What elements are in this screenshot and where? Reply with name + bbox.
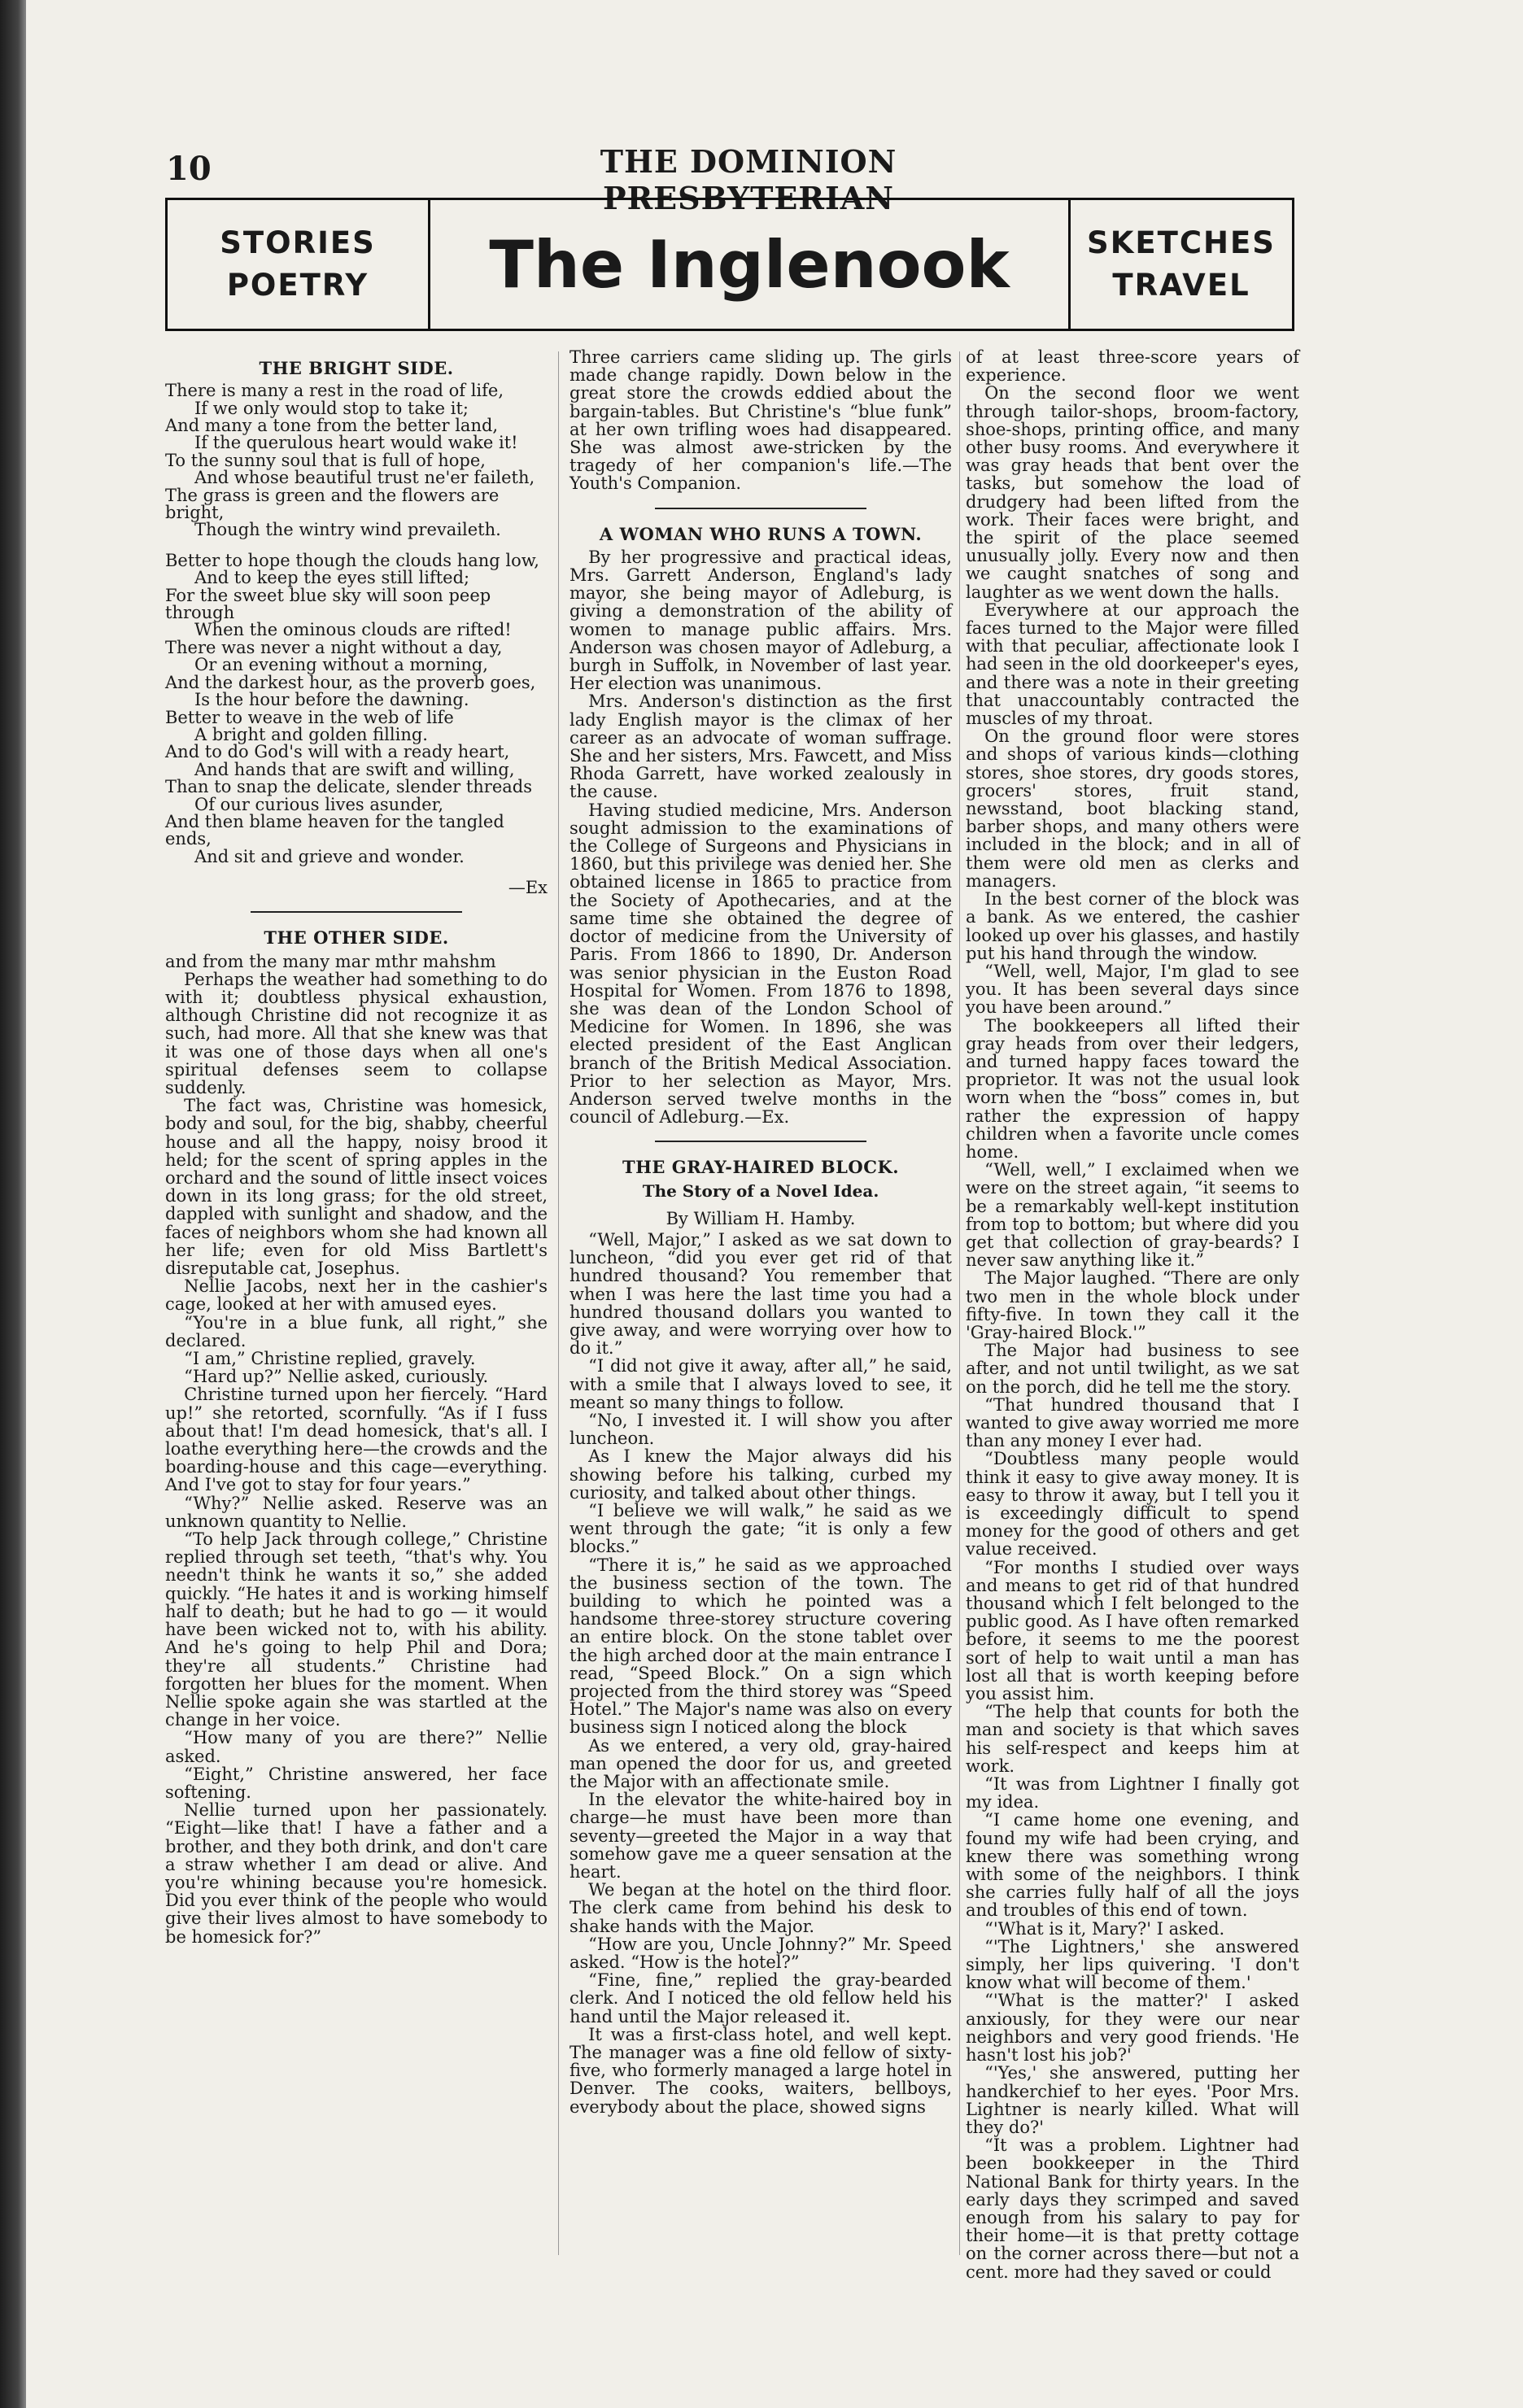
poem-line: Better to weave in the web of life	[165, 707, 454, 727]
paragraph: “'What is the matter?' I asked anxiously, for they were our near neighbors and very good friends. 'He hasn't lost his job?'	[966, 1991, 1299, 2066]
poem-bright-side	[165, 382, 548, 866]
paragraph: “I believe we will walk,” he said as we went through the gate; “it is only a few blocks.”	[569, 1500, 952, 1557]
column-3	[966, 347, 1299, 2282]
masthead	[165, 198, 1294, 331]
poem-line: And the darkest hour, as the proverb goes,	[165, 672, 536, 692]
paragraph: and from the many mar mthr mahshm	[165, 951, 496, 971]
paragraph: Christine turned upon her fiercely. “Hard up!” she retorted, scornfully. “As if I fuss about that! I'm dead homesick, that's all. I loathe everything here—the crowds and the boarding-house and this cage—everything. And I've got to stay for four years.”	[165, 1385, 548, 1495]
poem-stanza	[165, 382, 548, 539]
paragraph: “That hundred thousand that I wanted to give away worried me more than any money I ever had.	[966, 1394, 1299, 1451]
paragraph: “For months I studied over ways and means to get rid of that hundred thousand which I felt belonged to the public good. As I have often remarked before, it seems to me the poorest sort of help to wait until a man has lost all that is worth keeping before you assist him.	[966, 1557, 1299, 1704]
masthead-poetry-label: POETRY	[226, 268, 369, 303]
article-title-gray-block: THE GRAY-HAIRED BLOCK.	[622, 1157, 900, 1178]
section-separator	[655, 1141, 866, 1142]
paragraph: “'What is it, Mary?' I asked.	[984, 1918, 1225, 1939]
poem-line: If the querulous heart would wake it!	[194, 433, 518, 453]
paragraph: of at least three-score years of experience.	[966, 347, 1299, 386]
poem-line: And many a tone from the better land,	[165, 416, 499, 436]
paragraph: “How many of you are there?” Nellie asked.	[165, 1728, 548, 1766]
poem-line: Than to snap the delicate, slender threads	[165, 777, 533, 797]
poem-line: And to do God's will with a ready heart,	[165, 742, 510, 762]
paragraph: Perhaps the weather had something to do with it; doubtless physical exhaustion, although Christine did not recognize it as such, had more. All that she knew was that it was one of those days when all one's spiritual defenses seem to collapse suddenly.	[165, 969, 548, 1097]
poem-line: Of our curious lives asunder,	[194, 794, 444, 814]
poem-line: Or an evening without a morning,	[194, 655, 488, 675]
paragraph: As we entered, a very old, gray-haired man opened the door for us, and greeted the Major with an affectionate smile.	[569, 1735, 952, 1792]
poem-line: And then blame heaven for the tangled ends,	[165, 811, 504, 849]
poem-line: And hands that are swift and willing,	[194, 759, 515, 779]
poem-line: When the ominous clouds are rifted!	[194, 620, 512, 640]
paragraph: Having studied medicine, Mrs. Anderson sought admission to the examinations of the College of Surgeons and Physicians in 1860, but this privilege was denied her. She obtained license in 1865 to practice from the Society of Apothecaries, and at the same time she obtained the degree of doctor of medicine from the University of Paris. From 1866 to 1890, Dr. Anderson was senior physician in the Euston Road Hospital for Women. From 1876 to 1898, she was dean of the London School of Medicine for Women. In 1896, she was elected president of the East Anglican branch of the British Medical Association. Prior to her selection as Mayor, Mrs. Anderson served twelve months in the council of Adleburg.—Ex.	[569, 800, 952, 1128]
paragraph: The bookkeepers all lifted their gray heads from over their ledgers, and turned happy faces toward the proprietor. It was not the usual look worn when the “boss” comes in, but rather the expression of happy children when a favorite uncle comes home.	[966, 1015, 1299, 1162]
paragraph: “It was from Lightner I finally got my idea.	[966, 1774, 1299, 1813]
section-separator	[251, 911, 462, 913]
poem-line: To the sunny soul that is full of hope,	[165, 450, 486, 470]
paragraph: “'Yes,' she answered, putting her handkerchief to her eyes. 'Poor Mrs. Lightner is nearly killed. What will they do?'	[966, 2063, 1299, 2137]
paragraph: “Doubtless many people would think it easy to give away money. It is easy to throw it away, but I tell you it is exceedingly difficult to spend money for the good of others and get value received.	[966, 1449, 1299, 1560]
poem-line: Is the hour before the dawning.	[194, 690, 469, 710]
masthead-left-box	[168, 200, 430, 329]
poem-line: There is many a rest in the road of life,	[165, 381, 504, 401]
article-title-bright-side: THE BRIGHT SIDE.	[259, 358, 454, 378]
poem-line: And to keep the eyes still lifted;	[194, 568, 470, 588]
paragraph: “The help that counts for both the man and society is that which saves his self-respect and keeps him at work.	[966, 1702, 1299, 1776]
paragraph: “Well, well,” I exclaimed when we were on the street again, “it seems to be a remarkably well-kept institution from top to bottom; but where did you get that collection of gray-beards? I never saw anything like it.”	[966, 1160, 1299, 1271]
paragraph: “No, I invested it. I will show you after luncheon.	[569, 1410, 952, 1449]
article-title-other-side: THE OTHER SIDE.	[264, 927, 449, 949]
paragraph: “I am,” Christine replied, gravely.	[184, 1349, 476, 1369]
paragraph: Mrs. Anderson's distinction as the first lady English mayor is the climax of her career as an advocate of woman suffrage. She and her sisters, Mrs. Fawcett, and Miss Rhoda Garrett, have worked zealously in the cause.	[569, 691, 952, 802]
article-byline: By William H. Hamby.	[665, 1208, 856, 1228]
paragraph: Three carriers came sliding up. The girls made change rapidly. Down below in the great store the crowds eddied about the bargain-tables. But Christine's “blue funk” at her own trifling woes had disappeared. She was almost awe-stricken by the tragedy of her companion's life.—The Youth's Companion.	[569, 347, 952, 494]
paragraph: In the elevator the white-haired boy in charge—he must have been more than seventy—greeted the Major in a way that somehow gave me a queer sensation at the heart.	[569, 1790, 952, 1882]
paragraph: We began at the hotel on the third floor. The clerk came from behind his desk to shake hands with the Major.	[569, 1880, 952, 1936]
column-2	[569, 348, 952, 2268]
article-body-other-side	[165, 953, 548, 1946]
poem-line: Though the wintry wind prevaileth.	[194, 520, 501, 540]
paragraph: “You're in a blue funk, all right,” she declared.	[165, 1312, 548, 1350]
poem-line: A bright and golden filling.	[194, 724, 428, 744]
article-body-other-side-continued	[569, 348, 952, 493]
paragraph: “It was a problem. Lightner had been bookkeeper in the Third National Bank for thirty years. In the early days they scrimped and saved enough from his salary to pay for their home—it is that pretty cottage on the corner across there—but not a cent. more had they saved or could	[966, 2135, 1299, 2282]
poem-line: There was never a night without a day,	[165, 637, 503, 657]
paragraph: The fact was, Christine was homesick, body and soul, for the big, shabby, cheerful house and all the happy, noisy brood it held; for the scent of spring apples in the orchard and the sound of little insect voices down in its long grass; for the old street, dappled with sunlight and shadow, and the faces of neighbors whom she had known all her life; even for old Miss Bartlett's disreputable cat, Josephus.	[165, 1096, 548, 1279]
poem-line: For the sweet blue sky will soon peep through	[165, 585, 491, 623]
poem-line: Better to hope though the clouds hang low,	[165, 550, 539, 570]
paragraph: The Major had business to see after, and not until twilight, as we sat on the porch, did he tell me the story.	[966, 1341, 1299, 1397]
masthead-stories-label: STORIES	[220, 225, 376, 261]
paragraph: “Well, Major,” I asked as we sat down to luncheon, “did you ever get rid of that hundred thousand? You remember that when I was here the last time you had a hundred thousand dollars you wanted to give away, and were worrying over how to do it.”	[569, 1229, 952, 1359]
paragraph: Nellie turned upon her passionately. “Eight—like that! I have a father and a brother, and they both drink, and don't care a straw whether I am dead or alive. And you're whining because you're homesick. Did you ever think of the people who would give their lives almost to have somebody to be homesick for?”	[165, 1800, 548, 1947]
paragraph: “I came home one evening, and found my wife had been crying, and knew there was something wrong with some of the neighbors. I think she carries fully half of all the joys and troubles of this end of town.	[966, 1810, 1299, 1921]
paragraph: “I did not give it away, after all,” he said, with a smile that I always loved to see, it meant so many things to follow.	[569, 1356, 952, 1412]
poem-line: The grass is green and the flowers are bright,	[165, 485, 500, 523]
paragraph: “How are you, Uncle Johnny?” Mr. Speed asked. “How is the hotel?”	[569, 1934, 952, 1973]
scan-edge	[0, 0, 26, 2408]
poem-line: And sit and grieve and wonder.	[194, 846, 465, 866]
paragraph: “There it is,” he said as we approached the business section of the town. The building to which he pointed was a handsome three-storey structure covering an entire block. On the stone tablet over the high arched door at the main entrance I read, “Speed Block.” On a sign which projected from the third storey was “Speed Hotel.” The Major's name was also on every business sign I noticed along the block	[569, 1555, 952, 1738]
paragraph: “Why?” Nellie asked. Reserve was an unknown quantity to Nellie.	[165, 1493, 548, 1531]
paragraph: As I knew the Major always did his showing before his talking, curbed my curiosity, and talked about other things.	[569, 1446, 952, 1503]
masthead-title: The Inglenook	[489, 226, 1010, 303]
section-separator	[655, 508, 866, 509]
paragraph: It was a first-class hotel, and well kept. The manager was a fine old fellow of sixty-five, who formerly managed a large hotel in Denver. The cooks, waiters, bellboys, everybody about the place, showed signs	[569, 2024, 952, 2117]
column-1	[165, 348, 548, 2268]
paragraph: “'The Lightners,' she answered simply, her lips quivering. 'I don't know what will become of them.'	[966, 1936, 1299, 1993]
article-body-woman-mayor	[569, 548, 952, 1127]
article-title-woman-mayor: A WOMAN WHO RUNS A TOWN.	[599, 523, 923, 544]
paragraph: In the best corner of the block was a bank. As we entered, the cashier looked up over his glasses, and hastily put his hand through the window.	[966, 889, 1299, 963]
paragraph: The Major laughed. “There are only two men in the whole block under fifty-five. In town they call it the 'Gray-haired Block.'”	[966, 1268, 1299, 1342]
poem-line: If we only would stop to take it;	[194, 398, 469, 418]
page-number: 10	[166, 150, 212, 188]
column-rule	[558, 351, 559, 2255]
masthead-right-box	[1068, 200, 1292, 329]
poem-line: And whose beautiful trust ne'er faileth,	[194, 468, 535, 488]
masthead-travel-label: TRAVEL	[1112, 268, 1250, 303]
paragraph: “Fine, fine,” replied the gray-bearded clerk. And I noticed the old fellow held his hand until the Major released it.	[569, 1970, 952, 2026]
paragraph: “Well, well, Major, I'm glad to see you. It has been several days since you have been around.”	[966, 961, 1299, 1018]
paragraph: “Hard up?” Nellie asked, curiously.	[184, 1367, 489, 1387]
column-rule	[959, 351, 960, 2255]
poem-stanza	[165, 552, 548, 866]
paragraph: On the ground floor were stores and shops of various kinds—clothing stores, shoe stores, dry goods stores, grocers' stores, fruit stand, newsstand, boot blacking stand, barber shops, and many others were included in the block; and in all of them were old men as clerks and managers.	[966, 726, 1299, 891]
article-subtitle-gray-block: The Story of a Novel Idea.	[642, 1180, 879, 1201]
poem-credit: —Ex	[508, 878, 548, 898]
paragraph: On the second floor we went through tailor-shops, broom-factory, shoe-shops, printing office, and many other busy rooms. And everywhere it was gray heads that bent over the tasks, but somehow the load of drudgery had been lifted from the work. Their faces were bright, and the spirit of the place seemed unusually jolly. Every now and then we caught snatches of song and laughter as we went down the halls.	[966, 383, 1299, 602]
paragraph: By her progressive and practical ideas, Mrs. Garrett Anderson, England's lady mayor, she being mayor of Adleburg, is giving a demonstration of the ability of women to manage public affairs. Mrs. Anderson was chosen mayor of Adleburg, a burgh in Suffolk, in November of last year. Her election was unanimous.	[569, 547, 952, 694]
masthead-sketches-label: SKETCHES	[1087, 225, 1276, 261]
paragraph: Everywhere at our approach the faces turned to the Major were filled with that peculiar, affectionate look I had seen in the old doorkeeper's eyes, and there was a note in their greeting that unaccountably contracted the muscles of my throat.	[966, 600, 1299, 729]
paragraph: Nellie Jacobs, next her in the cashier's cage, looked at her with amused eyes.	[165, 1276, 548, 1315]
article-body-gray-block	[569, 1231, 952, 2116]
publication-title: THE DOMINION PRESBYTERIAN	[600, 143, 897, 216]
article-body-gray-block-continued	[966, 348, 1299, 2281]
paragraph: “To help Jack through college,” Christine replied through set teeth, “that's why. You needn't think he wants it so,” she added quickly. “He hates it and is working himself half to death; but he had to go — it would have been wicked not to, with his ability. And he's going to help Phil and Dora; they're all students.” Christine had forgotten her blues for the moment. When Nellie spoke again she was startled at the change in her voice.	[165, 1529, 548, 1730]
paragraph: “Eight,” Christine answered, her face softening.	[165, 1764, 548, 1802]
